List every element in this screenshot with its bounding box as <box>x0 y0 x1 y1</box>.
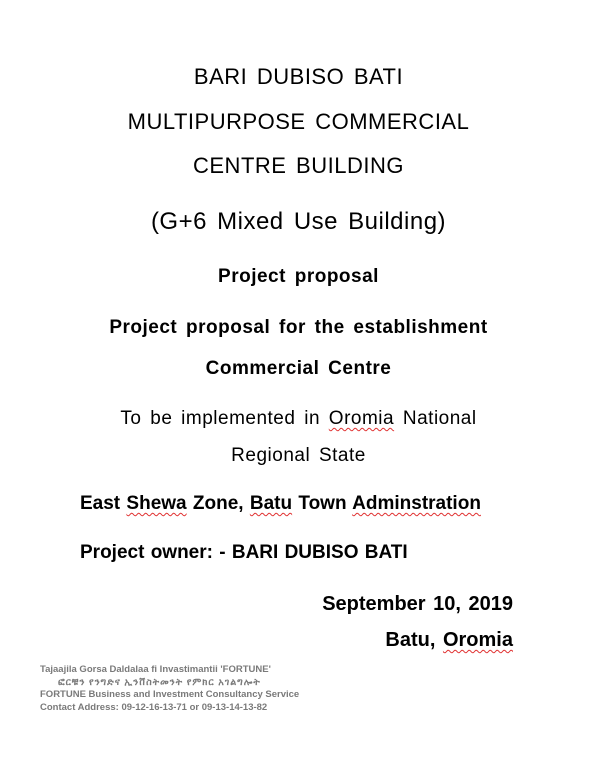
place-sep: , <box>429 629 443 651</box>
title-line-3: CENTRE BUILDING <box>193 153 404 178</box>
footer-contact: Contact Address: 09-12-16-13-71 or 09-13-14-13-82 <box>40 701 268 713</box>
zone-batu: Batu <box>249 493 293 514</box>
impl-prefix: To be implemented in <box>120 408 329 429</box>
purpose-line-1: Project proposal for the establishment <box>109 317 488 338</box>
impl-suffix: National <box>394 408 477 429</box>
impl-region: Oromia <box>328 408 395 429</box>
implementation-line-1 <box>0 408 597 430</box>
footer-line-english: FORTUNE Business and Investment Consultancy Service <box>40 689 300 700</box>
zone-east: East <box>80 493 127 514</box>
zone-mid: Zone, <box>186 493 250 514</box>
footer-line-oromo: Tajaajila Gorsa Daldalaa fi Invastimantii 'FORTUNE' <box>40 664 271 675</box>
subtitle: (G+6 Mixed Use Building) <box>150 208 447 235</box>
implementation-line-2: Regional State <box>231 445 366 466</box>
heading-project-proposal: Project proposal <box>218 266 379 287</box>
zone-shewa: Shewa <box>126 493 187 514</box>
document-place <box>385 629 513 652</box>
place-region: Oromia <box>442 629 513 651</box>
project-owner: Project owner: - BARI DUBISO BATI <box>80 542 408 563</box>
consultancy-footer <box>40 664 299 714</box>
document-date: September 10, 2019 <box>322 593 513 615</box>
title-line-2: MULTIPURPOSE COMMERCIAL <box>127 109 470 134</box>
place-city: Batu <box>385 629 430 651</box>
footer-line-amharic: ፎርቹን የንግድና ኢንቨስትመንት የምክር አገልግሎት <box>58 676 261 688</box>
zone-admin: Adminstration <box>352 493 481 514</box>
purpose-line-2: Commercial Centre <box>205 358 392 379</box>
title-line-1: BARI DUBISO BATI <box>193 64 404 89</box>
zone-town: Town <box>292 493 353 514</box>
location-line <box>80 493 481 515</box>
